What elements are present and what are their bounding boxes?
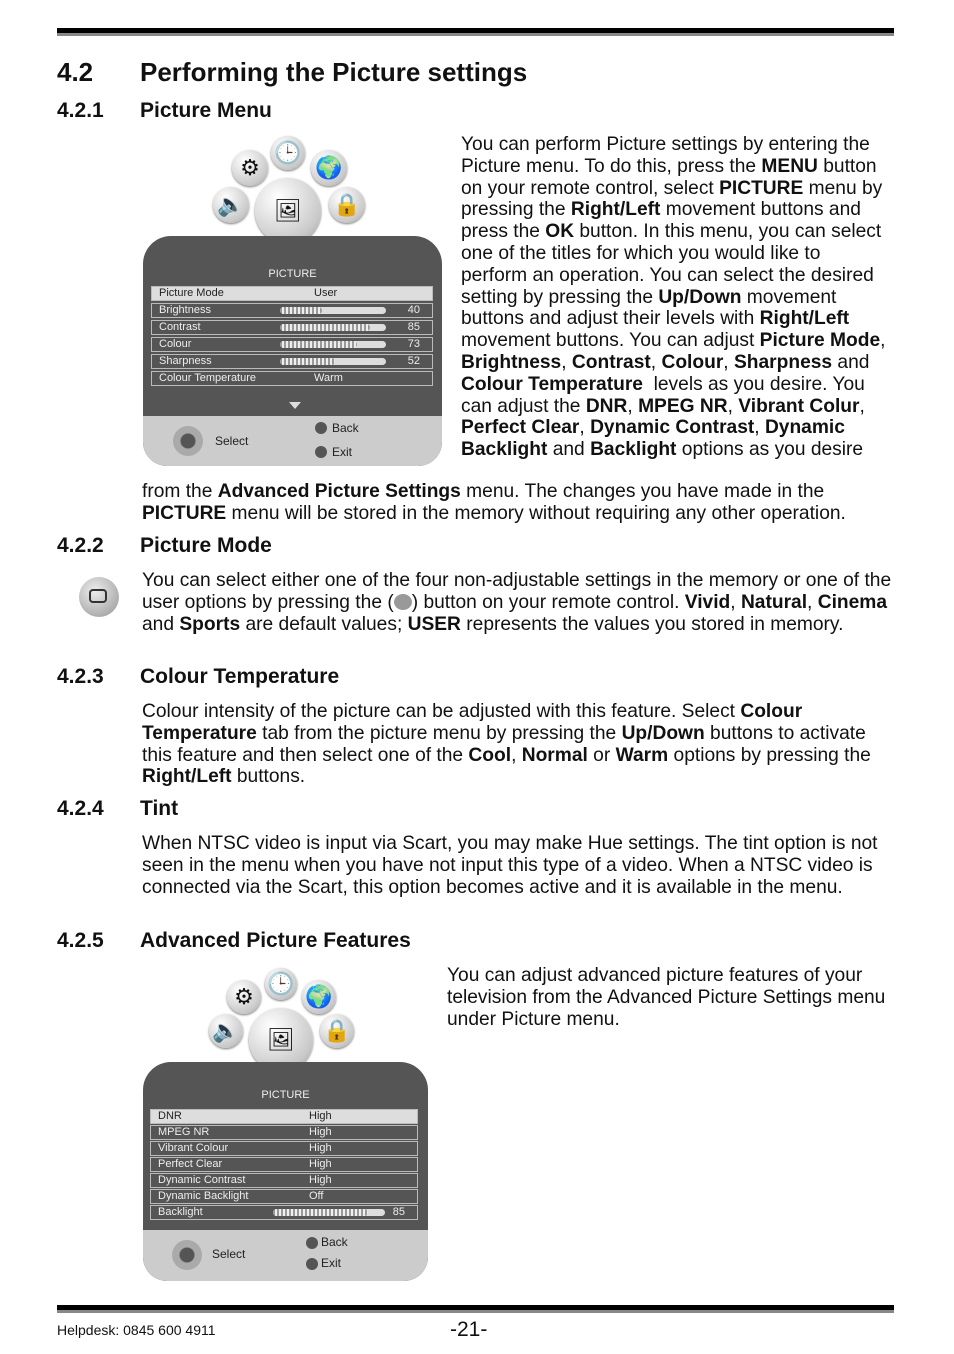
menu-row-label: Picture Mode <box>159 287 224 299</box>
menu-footer <box>143 1230 428 1281</box>
menu-row[interactable] <box>151 337 433 352</box>
picture-mode-text: You can select either one of the four non-adjustable settings in the memory or one of the user options by pressing the ( ) button on your remote control. Vivid, Natural, Cinema and Sports are default values; USER represents the values you stored in memory. <box>142 570 892 635</box>
back-label: Back <box>321 1235 348 1249</box>
menu-row-label: Dynamic Contrast <box>158 1174 246 1186</box>
inline-mode-icon <box>394 594 412 610</box>
heading-colour-temperature: 4.2.3 Colour Temperature <box>57 665 340 688</box>
back-label: Back <box>332 421 359 435</box>
menu-row[interactable] <box>151 354 433 369</box>
advanced-picture-text: You can adjust advanced picture features of your television from the Advanced Picture Settings menu under Picture menu. <box>447 965 886 1030</box>
menu-row-label: Perfect Clear <box>158 1158 223 1170</box>
picture-icon: 🖼 <box>249 1008 313 1072</box>
menu-row[interactable] <box>150 1109 418 1124</box>
level-bar-fill <box>280 341 357 348</box>
picture-menu-text: You can perform Picture settings by entering the Picture menu. To do this, press the MENU button on your remote control, select PICTURE menu by pressing the Right/Left movement buttons and press the OK button. In this menu, you can select one of the titles for which you would like to perform an operation. You can select the desired setting by pressing the Up/Down movement buttons and adjust their levels with Right/Left movement buttons. You can adjust Picture Mode, Brightness, Contrast, Colour, Sharpness and Colour Temperature levels as you desire. You can adjust the DNR, MPEG NR, Vibrant Colur, Perfect Clear, Dynamic Contrast, Dynamic Backlight and Backlight options as you desire <box>461 134 886 461</box>
level-bar-fill <box>280 324 370 331</box>
menu-row-label: Contrast <box>159 321 201 333</box>
top-rule <box>57 28 894 36</box>
menu-row-value: High <box>309 1174 332 1186</box>
globe-icon: 🌍 <box>311 150 347 186</box>
menu-row-label: Vibrant Colour <box>158 1142 229 1154</box>
settings-icon: ⚙ <box>227 980 261 1014</box>
menu-row-value: Off <box>309 1190 324 1202</box>
menu-row-label: Sharpness <box>159 355 212 367</box>
settings-icon: ⚙ <box>232 150 268 186</box>
level-bar[interactable] <box>280 324 386 331</box>
lock-icon: 🔒 <box>320 1014 354 1048</box>
menu-row-label: Colour <box>159 338 192 350</box>
select-label: Select <box>215 434 249 448</box>
menu-title: PICTURE <box>261 1089 310 1101</box>
menu-row[interactable] <box>150 1157 418 1172</box>
level-bar-fill <box>273 1209 368 1216</box>
page-number: -21- <box>450 1318 488 1341</box>
colour-temperature-text: Colour intensity of the picture can be adjusted with this feature. Select Colour Temperature tab from the picture menu by pressing the Up/Down buttons to activate this feature and then select one of the Cool, Normal or Warm options by pressing the Right/Left buttons. <box>142 701 871 788</box>
menu-footer <box>143 416 442 466</box>
level-bar[interactable] <box>273 1209 385 1216</box>
heading-picture-mode: 4.2.2 Picture Mode <box>57 534 272 557</box>
picture-menu-illustration <box>143 140 443 470</box>
exit-label: Exit <box>332 445 353 459</box>
page-title: 4.2 Performing the Picture settings <box>57 57 528 87</box>
helpdesk-text: Helpdesk: 0845 600 4911 <box>57 1322 216 1338</box>
select-label: Select <box>212 1247 246 1261</box>
menu-row-label: Backlight <box>158 1206 203 1218</box>
clock-icon: 🕒 <box>265 968 297 1000</box>
menu-row-value: 73 <box>407 338 420 350</box>
ok-button-icon <box>173 426 203 456</box>
picture-mode-button-icon <box>79 577 119 617</box>
menu-row-label: DNR <box>158 1110 182 1122</box>
level-bar-fill <box>280 358 335 365</box>
exit-button-icon <box>306 1258 318 1270</box>
menu-row[interactable] <box>151 371 433 386</box>
menu-button-icon <box>315 422 327 434</box>
picture-icon: 🖼 <box>255 178 321 244</box>
menu-row-value: 52 <box>407 355 420 367</box>
sound-icon: 🔈 <box>209 1014 243 1048</box>
sound-icon: 🔈 <box>213 187 249 223</box>
menu-row[interactable] <box>150 1125 418 1140</box>
menu-row[interactable] <box>150 1173 418 1188</box>
lock-icon: 🔒 <box>329 187 365 223</box>
menu-row-value: Warm <box>314 372 343 384</box>
globe-icon: 🌍 <box>302 980 336 1014</box>
picture-menu-text-cont: from the Advanced Picture Settings menu. The changes you have made in the PICTURE menu will be stored in the memory without requiring any other operation. <box>142 481 846 524</box>
bottom-rule <box>57 1305 894 1313</box>
menu-row-label: Colour Temperature <box>159 372 257 384</box>
menu-row-value: 85 <box>392 1206 405 1218</box>
menu-row-value: 40 <box>407 304 420 316</box>
menu-row-label: Brightness <box>159 304 211 316</box>
menu-row[interactable] <box>151 303 433 318</box>
heading-picture-menu: 4.2.1 Picture Menu <box>57 99 272 122</box>
menu-row[interactable] <box>150 1141 418 1156</box>
ok-button-icon <box>172 1240 202 1270</box>
menu-row-value: High <box>309 1110 332 1122</box>
menu-row-value: User <box>314 287 338 299</box>
menu-row[interactable] <box>151 286 433 301</box>
menu-row-value: High <box>309 1126 332 1138</box>
advanced-picture-menu-illustration <box>143 968 429 1283</box>
menu-row[interactable] <box>150 1189 418 1204</box>
clock-icon: 🕒 <box>271 136 305 170</box>
menu-row[interactable] <box>150 1205 418 1220</box>
level-bar-fill <box>280 307 322 314</box>
advanced-picture-menu-panel <box>143 1062 428 1281</box>
heading-advanced-picture: 4.2.5 Advanced Picture Features <box>57 929 411 952</box>
menu-row-label: Dynamic Backlight <box>158 1190 249 1202</box>
tint-text: When NTSC video is input via Scart, you may make Hue settings. The tint option is not seen in the menu when you have not input this type of a video. When a NTSC video is connected via the Scart, this option becomes active and it is available in the menu. <box>142 833 878 898</box>
level-bar[interactable] <box>280 358 386 365</box>
heading-tint: 4.2.4 Tint <box>57 797 179 820</box>
menu-title: PICTURE <box>268 268 317 280</box>
menu-row-value: High <box>309 1158 332 1170</box>
exit-button-icon <box>315 446 327 458</box>
menu-row[interactable] <box>151 320 433 335</box>
level-bar[interactable] <box>280 307 386 314</box>
menu-row-value: 85 <box>407 321 420 333</box>
menu-row-label: MPEG NR <box>158 1126 210 1138</box>
scroll-down-icon <box>289 402 301 409</box>
menu-row-value: High <box>309 1142 332 1154</box>
picture-menu-panel <box>143 236 442 466</box>
menu-button-icon <box>306 1237 318 1249</box>
level-bar[interactable] <box>280 341 386 348</box>
exit-label: Exit <box>321 1256 342 1270</box>
